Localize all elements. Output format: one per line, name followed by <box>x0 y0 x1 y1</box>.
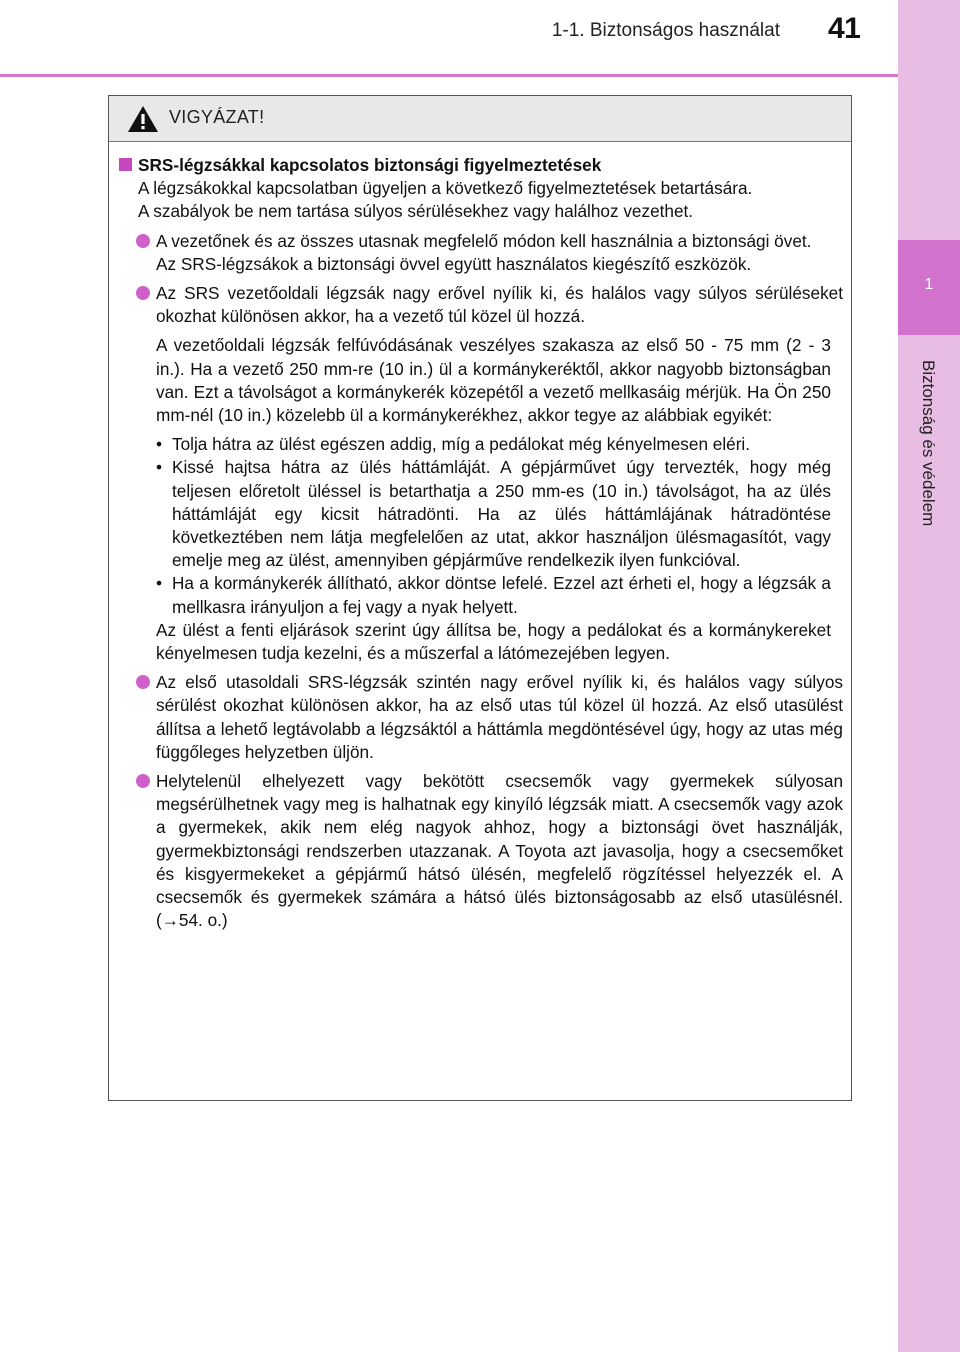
list-item-text: Az SRS-légzsákok a biztonsági övvel együtt használatos kiegészítő eszközök. <box>156 253 752 274</box>
intro-consequence: A szabályok be nem tartása súlyos sérülésekhez vagy halálhoz vezethet. <box>138 201 694 222</box>
list-item-text: Helytelenül elhelyezett vagy bekötött csecsemők vagy gyermekek súlyosan megsérülhetnek vagy meg is halhatnak egy kinyíló légzsák miatt. A csecsemők vagy azok a gyermekek, akik nem elég nagyok ahhoz, hogy a biztonsági övet használják, gyermekbiztonsági rendszerben utazzanak. A Toyota azt javasolja, hogy a csecsemőket és kisgyermekeket a gépjármű hátsó ülésén, megfelelő rögzítéssel helyezzék el. A csecsemők és gyermekek számára a hátsó ülés biztonságosabb az első utasülésnél. (→54. o.) <box>156 771 843 931</box>
list-item <box>123 282 843 328</box>
list-item <box>123 770 843 932</box>
page-number: 41 <box>828 12 861 45</box>
chapter-title: Biztonság és védelem <box>919 360 938 527</box>
seat-adjust-paragraph: Az ülést a fenti eljárások szerint úgy állítsa be, hogy a pedálokat és a kormánykereket kényelmesen tudja kezelni, és a műszerfal a látómezejében legyen. <box>156 619 831 664</box>
circle-bullet-icon <box>136 286 150 300</box>
chapter-side-tab <box>898 0 960 1352</box>
warning-header <box>109 96 851 142</box>
circle-bullet-icon <box>136 234 150 248</box>
driver-distance-paragraph: A vezetőoldali légzsák felfúvódásának veszélyes szakasza az első 50 - 75 mm (2 - 3 in.). Ha a vezető 250 mm-re (10 in.) ül a kormánykeréktől, akkor nagyobb biztonságban van. Ezt a távolságot a kormánykerék közepétől a vezető mellkasáig mérjük. Ha Ön 250 mm-nél (10 in.) közelebb ül a kormánykerékhez, akkor tegye az alábbiak egyikét: <box>156 335 831 426</box>
warning-triangle-icon <box>127 105 159 138</box>
dash-list <box>123 433 843 619</box>
circle-bullet-icon <box>136 675 150 689</box>
intro-paragraph: A légzsákokkal kapcsolatban ügyeljen a következő figyelmeztetések betartására. <box>138 178 753 199</box>
circle-bullet-icon <box>136 774 150 788</box>
dash-list-item: • Ha a kormánykerék állítható, akkor döntse lefelé. Ezzel azt érheti el, hogy a légzsák a mellkasra irányuljon a fej vagy a nyak helyett. <box>156 573 831 617</box>
chapter-number: 1 <box>924 276 934 293</box>
warning-body <box>123 154 843 933</box>
dash-list-item: • Tolja hátra az ülést egészen addig, míg a pedálokat még kényelmesen eléri. <box>156 434 751 455</box>
running-header: 1-1. Biztonságos használat <box>551 20 780 41</box>
warning-title: VIGYÁZAT! <box>169 107 265 127</box>
warning-box <box>108 95 852 1101</box>
list-item-text: A vezetőnek és az összes utasnak megfelelő módon kell használnia a biztonsági övet. <box>156 230 812 251</box>
list-item <box>123 671 843 764</box>
list-item <box>123 230 843 276</box>
dash-list-item: • Kissé hajtsa hátra az ülés háttámláját. A gépjárművet úgy tervezték, hogy még teljesen előretolt üléssel is betarthatja a 250 mm-es (10 in.) távolságot, ha az ülés háttámláját egy kicsit hátradönti. Ha az ülés háttámlájának hátradöntése következtében nem látja megfelelően az utat, akkor használjon ülésmagasítót, vagy emelje meg az ülést, amennyiben gépjárműve rendelkezik ilyen funkcióval. <box>156 457 831 571</box>
list-item-text: Az első utasoldali SRS-légzsák szintén nagy erővel nyílik ki, és halálos vagy súlyos sérülést okozhat különösen akkor, ha az első utas túl közel ül hozzá. Az első utasülést állítsa a lehető legtávolabb a légzsáktól a háttámla megdöntésével úgy, hogy az utas még függőleges helyzetben üljön. <box>156 672 843 762</box>
square-bullet-icon <box>119 158 132 171</box>
list-item-text: Az SRS vezetőoldali légzsák nagy erővel nyílik ki, és halálos vagy súlyos sérüléseket okozhat különösen akkor, ha a vezető túl közel ül hozzá. <box>156 283 843 327</box>
header-rule <box>0 74 898 77</box>
section-heading <box>119 154 843 177</box>
section-heading-text: SRS-légzsákkal kapcsolatos biztonsági figyelmeztetések <box>138 155 602 175</box>
